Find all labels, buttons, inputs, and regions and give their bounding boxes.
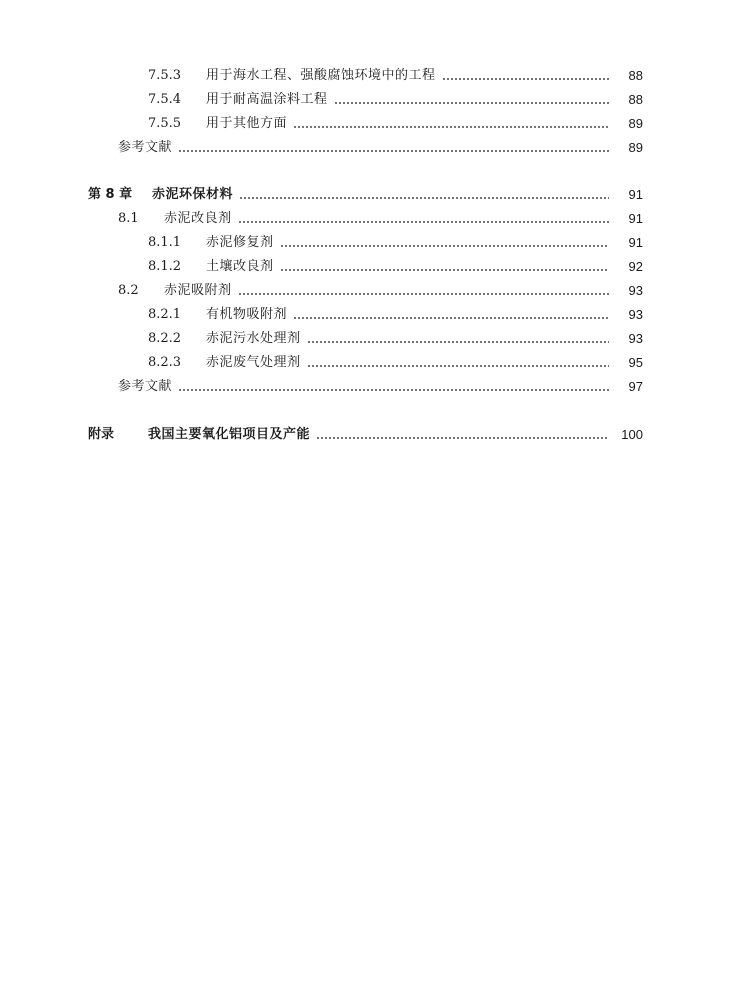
dot-leader [442,78,609,80]
dot-leader [238,221,609,223]
entry-title: 用于海水工程、强酸腐蚀环境中的工程 [206,68,436,83]
entry-page-number: 97 [628,379,643,394]
entry-title: 赤泥废气处理剂 [206,355,301,370]
toc-entry-7-5-3[interactable] [0,65,730,87]
toc-entry-references-ch7[interactable] [0,137,730,159]
toc-entry-8-1[interactable] [0,208,730,230]
toc-entry-8-2-2[interactable] [0,328,730,350]
entry-title: 赤泥修复剂 [206,235,274,250]
entry-page-number: 88 [628,68,643,83]
dot-leader [178,150,609,152]
dot-leader [280,245,609,247]
dot-leader [293,126,609,128]
dot-leader [293,317,609,319]
dot-leader [239,197,609,199]
appendix-label: 附录 [88,427,115,442]
toc-entry-appendix[interactable] [0,424,730,446]
toc-entry-8-2-1[interactable] [0,304,730,326]
dot-leader [280,269,609,271]
entry-title: 赤泥污水处理剂 [206,331,301,346]
entry-page-number: 93 [628,307,643,322]
entry-page-number: 91 [628,187,643,202]
entry-page-number: 93 [628,331,643,346]
entry-page-number: 91 [628,211,643,226]
dot-leader [334,102,609,104]
entry-title: 用于耐高温涂料工程 [206,92,328,107]
entry-number: 7.5.4 [148,92,182,107]
entry-page-number: 89 [628,140,643,155]
entry-title: 有机物吸附剂 [206,307,288,322]
dot-leader [307,365,609,367]
entry-title: 赤泥改良剂 [164,211,232,226]
entry-title: 参考文献 [118,379,173,394]
entry-number: 8.2.3 [148,355,182,370]
toc-entry-7-5-5[interactable] [0,113,730,135]
chapter-number: 第 8 章 [88,187,133,202]
entry-number: 8.2.1 [148,307,182,322]
chapter-title: 赤泥环保材料 [152,187,234,202]
entry-page-number: 95 [628,355,643,370]
toc-entry-8-2-3[interactable] [0,352,730,374]
toc-entry-8-2[interactable] [0,280,730,302]
appendix-title: 我国主要氧化铝项目及产能 [148,427,311,442]
entry-title: 土壤改良剂 [206,259,274,274]
entry-number: 8.2 [118,283,139,298]
toc-entry-chapter-8[interactable] [0,184,730,206]
dot-leader [238,293,609,295]
entry-page-number: 89 [628,116,643,131]
entry-page-number: 88 [628,92,643,107]
entry-title: 赤泥吸附剂 [164,283,232,298]
entry-number: 8.1.1 [148,235,182,250]
entry-number: 8.2.2 [148,331,182,346]
dot-leader [178,389,609,391]
dot-leader [307,341,609,343]
toc-entry-8-1-2[interactable] [0,256,730,278]
entry-page-number: 91 [628,235,643,250]
toc-entry-references-ch8[interactable] [0,376,730,398]
dot-leader [316,437,609,439]
entry-number: 7.5.3 [148,68,182,83]
entry-number: 8.1.2 [148,259,182,274]
entry-title: 用于其他方面 [206,116,288,131]
entry-page-number: 93 [628,283,643,298]
toc-entry-7-5-4[interactable] [0,89,730,111]
entry-number: 8.1 [118,211,139,226]
entry-page-number: 100 [621,427,643,442]
entry-title: 参考文献 [118,140,173,155]
toc-entry-8-1-1[interactable] [0,232,730,254]
entry-page-number: 92 [628,259,643,274]
entry-number: 7.5.5 [148,116,182,131]
